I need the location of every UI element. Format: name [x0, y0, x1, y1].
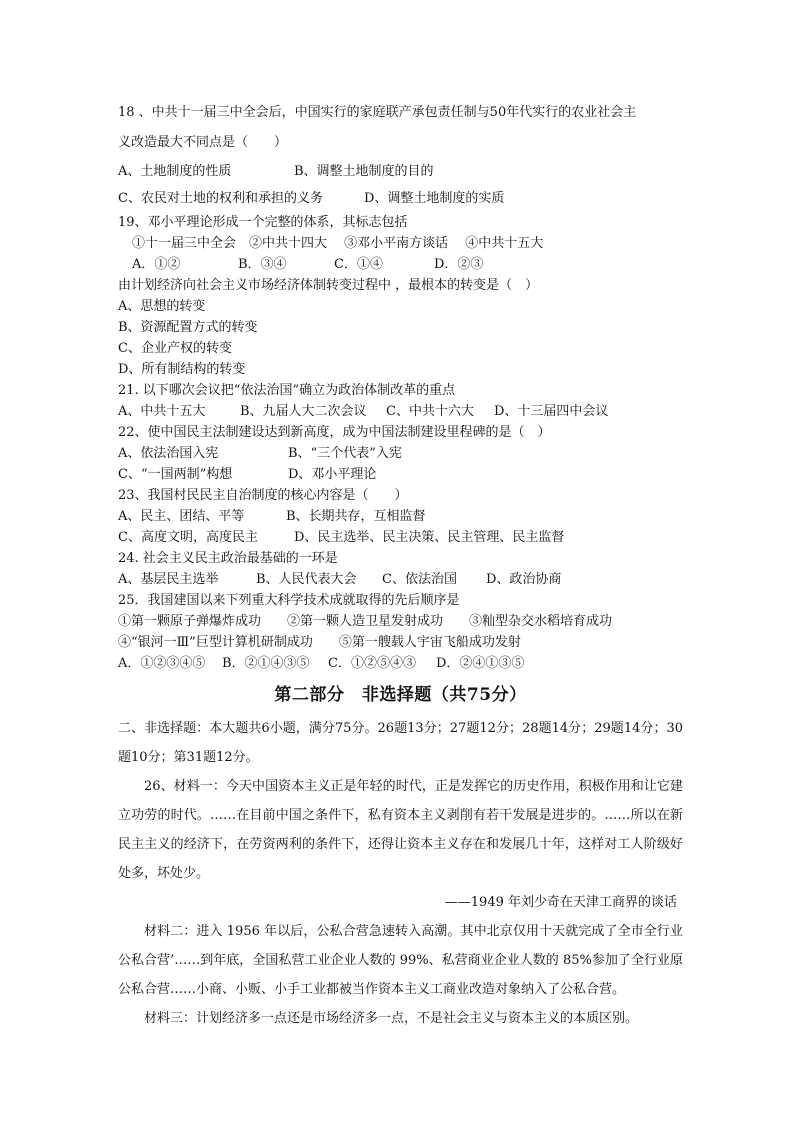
q22-stem: 22、使中国民主法制建设达到新高度，成为中国法制建设里程碑的是（ ） — [118, 425, 551, 440]
q19-stem: 19、邓小平理论形成一个完整的体系，其标志包括 — [118, 215, 408, 230]
q20-option-c: C、企业产权的转变 — [118, 341, 232, 356]
q26-material2: 材料二：进入 1956 年以后，公私合营急速转入高潮。其中北京仅用十天就完成了全市全行业公私合营’……到年底，全国私营工业企业人数的 99%、私营商业企业人数的 85%参加了全行业原公私合营……小商、小贩、小手工业都被当作资本主义工商业改造对象纳入了公私合营。 — [118, 924, 683, 997]
q26-source1: ——1949 年刘少奇在天津工商界的谈话 — [444, 895, 677, 910]
q19-option-b: B．③④ — [238, 257, 287, 272]
q18-options-ab — [118, 158, 683, 185]
q24-option-d: D、政治协商 — [486, 572, 562, 587]
q23-options-cd — [118, 527, 683, 548]
q18-option-c: C、农民对土地的权利和承担的义务 — [118, 191, 323, 206]
q18-option-b: B、调整土地制度的目的 — [294, 164, 434, 179]
q19-items: ①十一届三中全会 ②中共十四大 ③邓小平南方谈话 ④中共十五大 — [132, 236, 544, 251]
q20-stem: 由计划经济向社会主义市场经济体制转变过程中 ，最根本的转变是（ ） — [118, 278, 539, 293]
q18-stem-line1: 18 、中共十一届三中全会后，中国实行的家庭联产承包责任制与50年代实行的农业社会主 — [118, 105, 637, 120]
q19-option-c: C．①④ — [334, 257, 383, 272]
q21-option-d: D、十三届四中会议 — [494, 404, 609, 419]
q21-options — [118, 401, 683, 422]
q20-option-b: B、资源配置方式的转变 — [118, 320, 258, 335]
q21-option-c: C、中共十六大 — [386, 404, 474, 419]
q25-items-line1: ①第一颗原子弹爆炸成功 ②第一颗人造卫星发射成功 ③籼型杂交水稻培育成功 — [118, 614, 613, 629]
q22-option-a: A、依法治国入宪 — [118, 446, 219, 461]
q19-option-d: D．②③ — [434, 257, 484, 272]
q23-option-b: B、长期共存，互相监督 — [286, 509, 426, 524]
q20-option-d: D、所有制结构的转变 — [118, 362, 246, 377]
q18-option-d: D、调整土地制度的实质 — [364, 191, 505, 206]
q22-options-ab — [118, 443, 683, 464]
part2-intro: 二、非选择题：本大题共6小题，满分75分。26题13分；27题12分；28题14分；29题14分；30题10分；第31题12分。 — [118, 721, 683, 765]
q21-option-b: B、九届人大二次会议 — [240, 404, 367, 419]
q18-stem-line2: 义改造最大不同点是（ ） — [118, 135, 288, 150]
q24-stem: 24. 社会主义民主政治最基础的一环是 — [118, 551, 338, 566]
q22-option-b: B、“三个代表”入宪 — [288, 446, 402, 461]
q19-options — [118, 254, 683, 275]
q25-items-line2: ④“银河一Ⅲ”巨型计算机研制成功 ⑤第一艘载人宇宙飞船成功发射 — [118, 635, 521, 650]
q25-stem: 25．我国建国以来下列重大科学技术成就取得的先后顺序是 — [118, 593, 460, 608]
q18-option-a: A、土地制度的性质 — [118, 164, 232, 179]
q23-options-ab — [118, 506, 683, 527]
q22-option-d: D、邓小平理论 — [288, 467, 377, 482]
q26-material1: 26、材料一：今天中国资本主义正是年轻的时代，正是发挥它的历史作用，积极作用和让它建立功劳的时代。……在目前中国之条件下，私有资本主义剥削有若干发展是进步的。……所以在新民主主义的经济下，在劳资两利的条件下，还得让资本主义存在和发展几十年，这样对工人阶级好处多，坏处少。 — [118, 779, 683, 881]
q18-options-cd — [118, 185, 683, 212]
q24-option-b: B、人民代表大会 — [256, 572, 357, 587]
q25-option-a: A．①②③④⑤ — [118, 656, 206, 671]
q19-option-a: A．①② — [132, 257, 181, 272]
q24-option-c: C、依法治国 — [382, 572, 457, 587]
q23-stem: 23、我国村民民主自治制度的核心内容是（ ） — [118, 488, 408, 503]
exam-page — [118, 98, 683, 1033]
q25-option-d: D．②④①③⑤ — [436, 656, 525, 671]
q21-stem: 21. 以下哪次会议把“依法治国”确立为政治体制改革的重点 — [118, 383, 456, 398]
q23-option-a: A、民主、团结、平等 — [118, 509, 245, 524]
q24-option-a: A、基层民主选举 — [118, 572, 219, 587]
q22-options-cd — [118, 464, 683, 485]
q25-option-b: B．②①④③⑤ — [222, 656, 310, 671]
q24-options — [118, 569, 683, 590]
q25-options — [118, 653, 683, 674]
q22-option-c: C、“一国两制”构想 — [118, 467, 233, 482]
q25-option-c: C．①②⑤④③ — [328, 656, 416, 671]
part2-title: 第二部分 非选择题（共75分） — [274, 685, 527, 705]
q21-option-a: A、中共十五大 — [118, 404, 206, 419]
q26-material3: 材料三：计划经济多一点还是市场经济多一点，不是社会主义与资本主义的本质区别。 — [144, 1011, 639, 1026]
q23-option-c: C、高度文明，高度民主 — [118, 530, 258, 545]
q20-option-a: A、思想的转变 — [118, 299, 206, 314]
q23-option-d: D、民主选举、民主决策、民主管理、民主监督 — [294, 530, 565, 545]
